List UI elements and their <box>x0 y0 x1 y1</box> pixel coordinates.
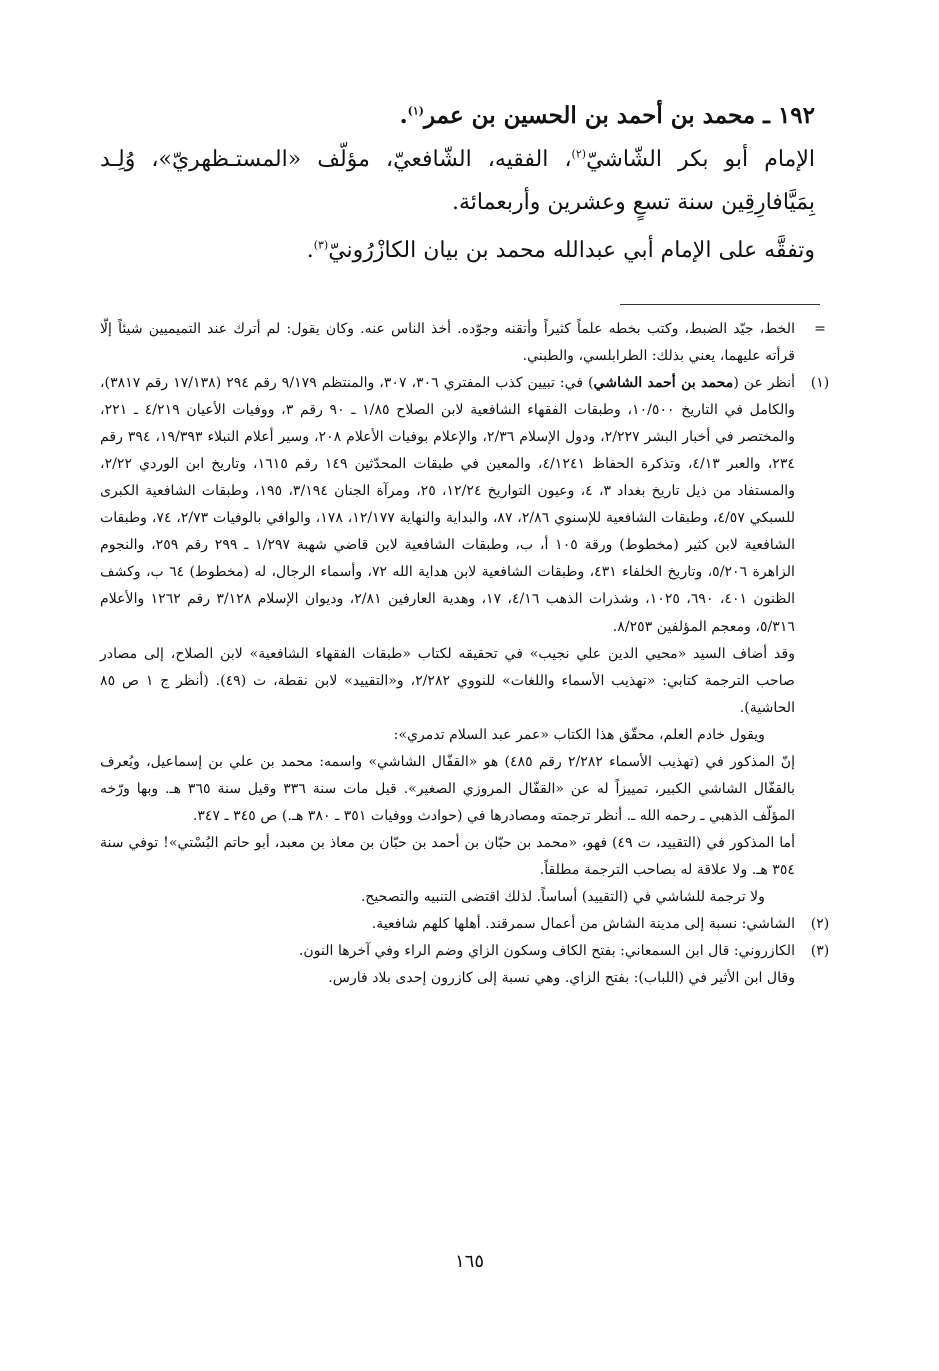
footnote-2 <box>100 911 845 938</box>
entry-line-3-text: وتفقَّه على الإمام أبي عبدالله محمد بن بيان الكازْرُونيّ <box>328 238 815 263</box>
footnote-1-paragraph-6: ولا ترجمة للشاشي في (التقييد) أساساً. لذلك اقتضى التنبيه والتصحيح. <box>360 888 765 905</box>
footnote-ref-3: (٣) <box>313 238 329 252</box>
heading-period: . <box>399 102 408 129</box>
entry-heading <box>100 100 815 132</box>
footnote-1 <box>100 370 845 911</box>
entry-line-1-part-a: الإمام أبو بكر الشّاشيّ <box>586 147 815 172</box>
entry-line-2: بِمَيَّافارِقِين سنة تسعٍ وعشرين وأربعمائة. <box>451 190 815 215</box>
footnote-continuation-text: الخط، جيّد الضبط، وكتب بخطه علماً كثيراً وأتقنه وجوّده. أخذ الناس عنه. وكان يقول: لم أترك عند التميميين شيئاً إلّا قرأته عليهما، يعني بذلك: الطرابلسي، والطبني. <box>100 321 795 365</box>
footnote-separator <box>620 304 820 305</box>
entry-line-1 <box>100 140 815 180</box>
footnote-1-subject-name: محمد بن أحمد الشاشي <box>593 375 734 392</box>
footnote-1-lead: أنظر عن ( <box>733 375 796 392</box>
footnote-continuation <box>100 316 845 370</box>
footnote-1-paragraph-4: إنّ المذكور في (تهذيب الأسماء ٢/٢٨٢ رقم ٤٨٥) هو «القفّال الشاشي» واسمه: محمد بن علي بن إسماعيل، ويُعرف بالقفّال الشاشي الكبير، تمييزاً له عن «القفّال المروزي الصغير». قيل مات سنة ٣٣٦ وقيل سنة ٣٦٥ هـ. وبها ورّخه المؤلّف الذهبي ـ رحمه الله ـ. أنظر ترجمته ومصادرها في (حوادث ووفيات ٣٥١ ـ ٣٨٠ هـ.) ص ٣٤٥ ـ ٣٤٧. <box>100 753 795 824</box>
footnote-3-number: (٣) <box>810 943 830 960</box>
entry-line-3-period: . <box>306 238 314 263</box>
footnote-1-paragraph-2: وقد أضاف السيد «محيي الدين علي نجيب» في تحقيقه لكتاب «طبقات الفقهاء الشافعية» لابن الصلاح، إلى مصادر صاحب الترجمة كتابي: «تهذيب الأسماء واللغات» للنووي ٢/٢٨٢، و«التقييد» لابن نقطة، ت (٤٩). (أنظر ج ١ ص ٨٥ الحاشية). <box>100 645 795 716</box>
footnote-3-paragraph-1: الكازروني: قال ابن السمعاني: بفتح الكاف وسكون الزاي وضم الراء وفي آخرها النون. <box>298 943 795 960</box>
continuation-marker: = <box>814 321 826 337</box>
footnote-2-number: (٢) <box>810 916 830 933</box>
footnote-3-paragraph-2: وقال ابن الأثير في (اللباب): بفتح الزاي. وهي نسبة إلى كازرون إحدى بلاد فارس. <box>328 970 795 987</box>
footnote-1-references: ) في: تبيين كذب المفتري ٣٠٦، ٣٠٧، والمنتظم ٩/١٧٩ رقم ٢٩٤ (١٧/١٣٨ رقم ٣٨١٧)، والكامل في التاريخ ١٠/٥٠٠، وطبقات الفقهاء الشافعية لابن الصلاح ١/٨٥ ـ ٩٠ رقم ٣، ووفيات الأعيان ٤/٢١٩ ـ ٢٢١، والمختصر في أخبار البشر ٢/٢٢٧، ودول الإسلام ٢/٣٦، والإعلام بوفيات الأعلام ٢٠٨، وسير أعلام النبلاء ١٩/٣٩٣، ٣٩٤ رقم ٢٣٤، والعبر ٤/١٣، وتذكرة الحفاظ ٤/١٢٤١، والمعين في طبقات المحدّثين ١٤٩ رقم ١٦١٥، وتاريخ ابن الوردي ٢/٢٢، والمستفاد من ذيل تاريخ بغداد ٣، ٤، وعيون التواريخ ١٢/٢٤، ٢٥، ومرآة الجنان ٣/١٩٤، ١٩٥، وطبقات الشافعية الكبرى للسبكي ٤/٥٧، وطبقات الشافعية للإسنوي ٢/٨٦، ٨٧، والبداية والنهاية ١٢/١٧٧، ١٧٨، والوافي بالوفيات ٢/٧٣، ٧٤، وطبقات الشافعية لابن كثير (مخطوط) ورقة ١٠٥ أ، ب، وطبقات الشافعية لابن قاضي شهبة ١/٢٩٧ ـ ٢٩٩ رقم ٢٥٩، والنجوم الزاهرة ٥/٢٠٦، وتاريخ الخلفاء ٤٣١، وطبقات الشافعية لابن هداية الله ٧٢، وأسماء الرجال، له (مخطوط) ٦٤ ب، وكشف الظنون ٤٠١، ٦٩٠، ١٠٢٥، وشذرات الذهب ٤/١٦، ١٧، وهدية العارفين ٢/٨١، وديوان الإسلام ٣/١٢٨ رقم ١٢٦٢ والأعلام ٥/٣١٦، ومعجم المؤلفين ٨/٢٥٣. <box>100 375 796 635</box>
footnote-3 <box>100 938 845 992</box>
footnote-ref-2: (٢) <box>571 147 587 161</box>
footnote-1-paragraph-3: ويقول خادم العلم، محقّق هذا الكتاب «عمر عبد السلام تدمري»: <box>393 726 765 743</box>
entry-heading-text: ١٩٢ ـ محمد بن أحمد بن الحسين بن عمر <box>423 102 815 129</box>
footnote-ref-1: (١) <box>407 104 424 118</box>
entry-line-1-part-b: ، الفقيه، الشّافعيّ، مؤلّف «المستـظهريّ»، وُلِـد <box>100 147 572 172</box>
footnote-1-number: (١) <box>810 375 830 392</box>
footnote-1-sources <box>100 370 795 640</box>
page-number: ١٦٥ <box>454 1251 484 1272</box>
footnotes <box>100 316 845 992</box>
footnote-1-paragraph-5: أما المذكور في (التقييد، ت ٤٩) فهو، «محمد بن حبّان بن أحمد بن حبّان بن معاذ بن معبد، أبو حاتم البُسْتي»! توفي سنة ٣٥٤ هـ. ولا علاقة له بصاحب الترجمة مطلقاً. <box>100 834 795 878</box>
entry-line-3 <box>100 231 815 271</box>
footnote-2-text: الشاشي: نسبة إلى مدينة الشاش من أعمال سمرقند. أهلها كلهم شافعية. <box>371 916 795 933</box>
